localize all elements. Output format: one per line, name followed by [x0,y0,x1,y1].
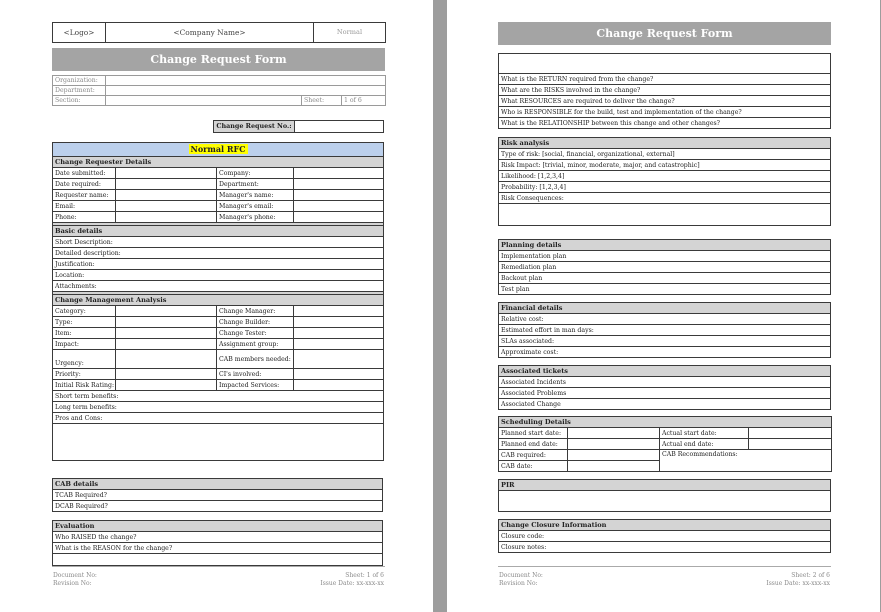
sheet-number: Sheet: 2 of 6 [791,572,830,579]
field-input[interactable] [116,317,217,328]
section-header-financial: Financial details [499,303,831,314]
scheduling-table [498,416,831,472]
section-header-planning: Planning details [499,240,831,251]
section-header-evaluation: Evaluation [53,521,383,532]
field-input[interactable] [294,317,384,328]
document-no: Document No: [53,572,97,579]
field-label: Planned start date: [499,428,568,439]
field-input[interactable] [568,439,660,450]
field-input[interactable] [294,328,384,339]
issue-date: Issue Date: xx-xxx-xx [766,580,830,587]
field-label: CAB required: [499,450,568,461]
field-input[interactable] [294,380,384,391]
logo-placeholder: <Logo> [53,23,106,43]
organization-field[interactable] [106,76,386,86]
rfc-type-banner [53,143,384,157]
revision-no: Revision No: [499,580,538,587]
footer-rule [52,566,385,567]
field-input[interactable] [116,201,217,212]
footer-right [766,572,830,588]
blank-field[interactable] [499,54,831,74]
planning-table [498,239,831,295]
risk-consequences-field[interactable] [499,204,831,226]
field-label: Actual start date: [660,428,749,439]
change-request-no-label: Change Request No.: [214,121,295,133]
section-header-tickets: Associated tickets [499,366,831,377]
form-row[interactable]: Associated Problems [499,388,831,399]
field-label: Change Builder: [217,317,294,328]
form-row[interactable]: Test plan [499,284,831,295]
field-label: Company: [217,168,294,179]
field-label: Actual end date: [660,439,749,450]
form-row[interactable]: Associated Change [499,399,831,410]
page-header [52,22,385,43]
field-input[interactable] [568,428,660,439]
form-title: Change Request Form [498,22,831,45]
main-form-page1 [52,142,383,461]
field-input[interactable] [294,369,384,380]
form-row[interactable]: What is the REASON for the change? [53,543,383,554]
footer-right [320,572,384,588]
company-name: <Company Name> [106,23,314,43]
form-row[interactable]: Short Description: [53,237,384,248]
document-no: Document No: [499,572,543,579]
field-input[interactable] [116,339,217,350]
field-label: Date required: [53,179,116,190]
form-row[interactable]: Closure code: [499,531,831,542]
field-input[interactable] [294,350,384,369]
page-1 [0,0,433,612]
footer-left [499,572,543,588]
section-field[interactable] [106,96,302,106]
form-row[interactable]: Location: [53,270,384,281]
form-row[interactable]: Probability: [1,2,3,4] [499,182,831,193]
field-input[interactable] [116,179,217,190]
form-row[interactable]: Implementation plan [499,251,831,262]
section-header-risk: Risk analysis [499,138,831,149]
form-row[interactable]: SLAs associated: [499,336,831,347]
field-label: Change Manager: [217,306,294,317]
closure-table [498,519,831,553]
field-label: Email: [53,201,116,212]
field-input[interactable] [116,380,217,391]
field-label: Manager's phone: [217,212,294,223]
question-row[interactable]: Who is RESPONSIBLE for the build, test and implementation of the change? [499,107,831,118]
form-row[interactable]: Approximate cost: [499,347,831,358]
field-input[interactable] [294,190,384,201]
classification-label: Normal [314,23,386,43]
field-input[interactable] [116,350,217,369]
section-header-analysis: Change Management Analysis [53,295,384,306]
form-row[interactable]: Long term benefits: [53,402,384,413]
field-label: Planned end date: [499,439,568,450]
sheet-label: Sheet: [302,96,342,106]
question-row[interactable]: What is the RETURN required from the change? [499,74,831,85]
form-row[interactable]: TCAB Required? [53,490,383,501]
field-label: CAB members needed: [217,350,294,369]
footer-left [53,572,97,588]
evaluation-table [52,520,383,566]
field-input[interactable] [749,439,832,450]
section-header-requester: Change Requester Details [53,157,384,168]
form-row[interactable]: Who RAISED the change? [53,532,383,543]
form-row[interactable]: Relative cost: [499,314,831,325]
field-label: Initial Risk Rating: [53,380,116,391]
field-input[interactable] [294,179,384,190]
field-label: Type: [53,317,116,328]
field-input[interactable] [749,428,832,439]
financial-table [498,302,831,358]
field-input[interactable] [568,450,660,461]
footer-rule [498,566,831,567]
form-row[interactable]: Risk Consequences: [499,193,831,204]
field-label: Item: [53,328,116,339]
form-row[interactable]: Backout plan [499,273,831,284]
field-label: Date submitted: [53,168,116,179]
revision-no: Revision No: [53,580,92,587]
question-row[interactable]: What are the RISKS involved in the change? [499,85,831,96]
field-input[interactable] [294,306,384,317]
form-row[interactable]: Short term benefits: [53,391,384,402]
department-field[interactable] [106,86,386,96]
form-row[interactable]: Detailed description: [53,248,384,259]
question-row[interactable]: What is the RELATIONSHIP between this change and other changes? [499,118,831,129]
org-table [52,75,385,106]
field-label: Manager's email: [217,201,294,212]
field-label: Department: [217,179,294,190]
form-row[interactable]: Estimated effort in man days: [499,325,831,336]
cab-details-table [52,478,383,512]
section-header-cab: CAB details [53,479,383,490]
field-input[interactable] [116,212,217,223]
sheet-value: 1 of 6 [342,96,386,106]
form-row[interactable]: Risk Impact: [trivial, minor, moderate, major, and catastrophic] [499,160,831,171]
form-row[interactable]: Remediation plan [499,262,831,273]
field-label: Priority: [53,369,116,380]
field-input[interactable] [116,306,217,317]
field-label: Impact: [53,339,116,350]
risk-analysis-table [498,137,831,226]
questions-table [498,53,831,129]
form-row[interactable]: Attachments: [53,281,384,292]
field-label: Category: [53,306,116,317]
field-input[interactable] [294,339,384,350]
pir-table [498,479,831,512]
sheet-number: Sheet: 1 of 6 [345,572,384,579]
field-input[interactable] [116,369,217,380]
issue-date: Issue Date: xx-xxx-xx [320,580,384,587]
field-input[interactable] [294,201,384,212]
field-label: Manager's name: [217,190,294,201]
field-input[interactable] [116,328,217,339]
change-request-no-field[interactable] [295,121,384,133]
tickets-table [498,365,831,410]
organization-label: Organization: [53,76,106,86]
department-label: Department: [53,86,106,96]
form-row[interactable]: Type of risk: [social, financial, organizational, external] [499,149,831,160]
section-header-closure: Change Closure Information [499,520,831,531]
question-row[interactable]: What RESOURCES are required to deliver the change? [499,96,831,107]
section-label: Section: [53,96,106,106]
field-input[interactable] [116,190,217,201]
field-label: CAB date: [499,461,568,472]
evaluation-field[interactable] [53,554,383,566]
form-row[interactable]: Likelihood: [1,2,3,4] [499,171,831,182]
field-label: Impacted Services: [217,380,294,391]
field-label: Change Tester: [217,328,294,339]
field-label: Urgency: [53,350,116,369]
form-title: Change Request Form [52,48,385,71]
form-row[interactable]: Closure notes: [499,542,831,553]
field-input[interactable] [568,461,660,472]
pros-cons-field[interactable] [53,424,384,461]
field-label: Phone: [53,212,116,223]
field-input[interactable] [294,212,384,223]
field-label[interactable]: CAB Recommendations: [660,450,832,472]
field-input[interactable] [116,168,217,179]
field-input[interactable] [294,168,384,179]
form-row[interactable]: Pros and Cons: [53,413,384,424]
field-label: Assignment group: [217,339,294,350]
change-request-no [213,120,383,133]
form-row[interactable]: Associated Incidents [499,377,831,388]
form-row[interactable]: Justification: [53,259,384,270]
section-header-pir: PIR [499,480,831,491]
section-header-scheduling: Scheduling Details [499,417,832,428]
field-label: Requester name: [53,190,116,201]
form-row[interactable]: DCAB Required? [53,501,383,512]
pir-field[interactable] [499,491,831,512]
section-header-basic: Basic details [53,226,384,237]
rfc-type-label: Normal RFC [190,144,246,154]
page-2 [447,0,880,612]
field-label: CI's involved: [217,369,294,380]
